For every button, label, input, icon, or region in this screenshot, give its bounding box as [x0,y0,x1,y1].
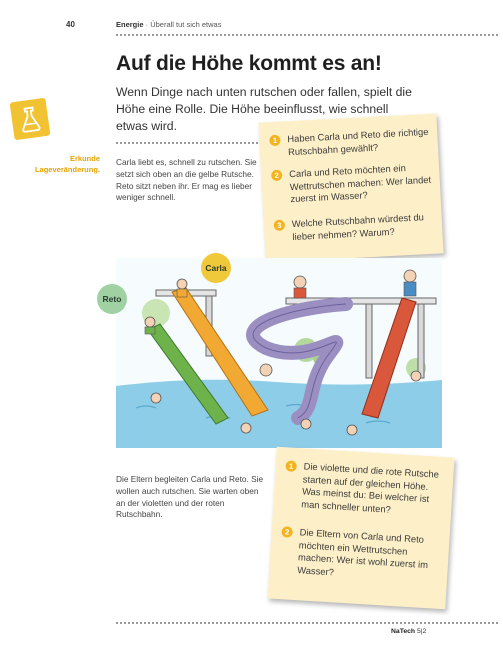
question-number: 2 [271,170,283,182]
question-item [279,525,442,585]
question-item [283,459,446,519]
separator: · [143,20,151,29]
bottom-divider [116,622,498,624]
story-text-2: Die Eltern begleiten Carla und Reto. Sie wollen auch rutschen. Sie warten oben an der violetten und der roten Rutschbahn. [116,474,264,520]
footer-brand: NaTech [391,628,416,635]
intro-divider [116,142,266,144]
question-note-2 [268,447,455,610]
page-title: Auf die Höhe kommt es an! [116,52,382,75]
running-head [116,20,221,29]
child-figure-carla [177,279,187,297]
question-number: 1 [285,460,297,472]
footer-label [391,628,426,635]
page-number: 40 [66,20,75,29]
question-item [269,126,430,160]
section-name: Energie [116,20,144,29]
question-note-1 [258,113,443,262]
story-1-carla: Carla liebt es, schnell zu rutschen. Sie setzt sich oben an die gelbe Rutsche. [116,157,257,179]
question-number: 2 [281,526,293,538]
question-number: 1 [269,135,281,147]
top-divider [116,34,498,36]
question-text: Die violette und die rote Rutsche starten auf der gleichen Höhe. Was meinst du: Bei welcher ist man schneller unten? [301,460,440,515]
pool-water [116,380,442,448]
experiment-icon [10,98,51,141]
question-text: Welche Rutschbahn würdest du lieber nehmen? Warum? [291,211,425,242]
question-text: Carla und Reto möchten ein Wettrutschen machen: Wer landet zuerst im Wasser? [288,162,432,205]
adult-figure [404,270,416,296]
name-badge-reto: Reto [97,284,127,314]
question-number: 3 [274,220,286,232]
water-slide-illustration [116,258,442,448]
side-note: Erkunde Lageveränderung. [34,154,100,174]
intro-text: Wenn Dinge nach unten rutschen oder fallen, spielt die Höhe eine Rolle. Die Höhe beeinflusst, wie schnell etwas wird. [116,85,412,133]
question-text: Die Eltern von Carla und Reto möchten ein Wettrutschen machen: Wer ist wohl zuerst im Wasser? [297,526,429,578]
question-text: Haben Carla und Reto die richtige Rutschbahn gewählt? [287,125,429,157]
section-subtitle: Überall tut sich etwas [150,20,222,29]
name-badge-carla: Carla [201,253,231,283]
child-figure-reto [145,317,155,334]
question-item [271,161,433,207]
story-1-reto: Reto sitzt neben ihr. Er mag es lieber weniger schnell. [116,180,253,203]
question-item [274,211,435,245]
footer-volume: 5|2 [416,628,427,635]
story-text-1 [116,157,261,204]
